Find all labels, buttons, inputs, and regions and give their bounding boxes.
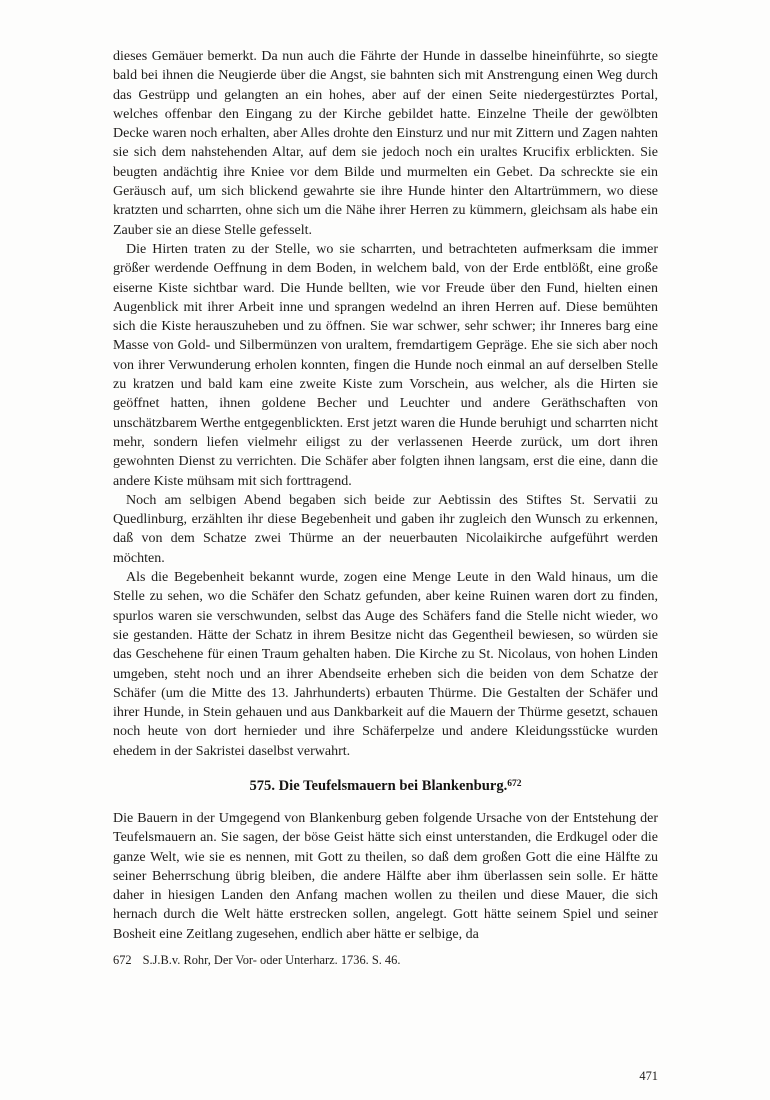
footnote-reference: 672 (507, 778, 522, 789)
paragraph: Noch am selbigen Abend begaben sich beide zur Aebtissin des Stiftes St. Servatii zu Quedlinburg, erzählten ihr diese Begebenheit und gaben ihr zugleich den Wunsch zu erkennen, daß von dem Schatze zwei Thürme an der neuerbauten Nicolaikirche aufgeführt werden möchten. (113, 492, 658, 566)
paragraph: Als die Begebenheit bekannt wurde, zogen eine Menge Leute in den Wald hinaus, um die Stelle zu sehen, wo die Schäfer den Schatz gefunden, aber keine Ruinen waren dort zu finden, spurlos waren sie verschwunden, selbst das Auge des Schäfers fand die Stelle nicht wieder, wo sie gestanden. Hätte der Schatz in ihrem Besitze nicht das Gegentheil bewiesen, so würden sie das Geschehene für einen Traum gehalten haben. Die Kirche zu St. Nicolaus, von hohen Linden umgeben, steht noch und an ihrer Abendseite erheben sich die beiden von dem Schatze der Schäfer (um die Mitte des 13. Jahrhunderts) erbauten Thürme. Die Gestalten der Schäfer und ihrer Hunde, in Stein gehauen und aus Dankbarkeit auf die Mauern der Thürme gesetzt, schauen noch heute von dort hernieder und ihre Schäferpelze und andere Kleidungsstücke wurden ehedem in der Sakristei daselbst verwahrt. (113, 570, 658, 759)
paragraph-continuation: dieses Gemäuer bemerkt. Da nun auch die Fährte der Hunde in dasselbe hineinführte, so siegte bald bei ihnen die Neugierde über die Angst, sie bahnten sich mit Anstrengung einen Weg durch das Gestrüpp und gelangten an ein hohes, aber auf der einen Seite niedergestürztes Portal, welches offenbar den Eingang zu der Kirche gebildet hatte. Einzelne Theile der gewölbten Decke waren noch erhalten, aber Alles drohte den Einsturz und nur mit Zittern und Zagen nahten sie sich dem nahstehenden Altar, auf dem sie jedoch noch ein uraltes Krucifix erblickten. Sie beugten andächtig ihre Kniee vor dem Bilde und murmelten ein Gebet. Da schreckte sie ein Geräusch auf, um sich blickend gewahrte sie ihre Hunde hinter den Altartrümmern, wo diese kratzten und scharrten, ohne sich um die Nähe ihrer Herren zu kümmern, gleichsam als habe ein Zauber sie an diese Stelle gefesselt. (113, 49, 658, 238)
footnote (113, 952, 658, 968)
paragraph: Die Hirten traten zu der Stelle, wo sie scharrten, und betrachteten aufmerksam die immer größer werdende Oeffnung in dem Boden, in welchem bald, von der Erde entblößt, eine große eiserne Kiste sichtbar ward. Die Hunde bellten, wie vor Freude über den Fund, hielten einen Augenblick mit ihrer Arbeit inne und sprangen wedelnd an ihren Herren auf. Diese bemühten sich die Kiste herauszuheben und zu öffnen. Sie war schwer, sehr schwer; ihr Inneres barg eine Masse von Gold- und Silbermünzen von uraltem, fremdartigem Gepräge. Ehe sie sich aber noch von ihrer Verwunderung erholen konnten, fingen die Hunde noch einmal an auf derselben Stelle zu kratzen und bald kam eine zweite Kiste zum Vorschein, aus welcher, als die Hirten sie geöffnet hatten, ihnen goldene Becher und Leuchter und andere Geräthschaften von unschätzbarem Werthe entgegenblickten. Erst jetzt waren die Hunde beruhigt und scharrten nicht mehr, sondern liefen vielmehr eiligst zu der verlassenen Heerde zurück, um dort ihren gewohnten Dienst zu verrichten. Die Schäfer aber folgten ihnen langsam, erst die eine, dann die andere Kiste mühsam mit sich forttragend. (113, 241, 658, 489)
footnote-marker: 672 (113, 953, 132, 968)
paragraph: Die Bauern in der Umgegend von Blankenburg geben folgende Ursache von der Entstehung der Teufelsmauern an. Sie sagen, der böse Geist hätte sich einst unterstanden, die Erdkugel oder die ganze Welt, wie sie es nennen, mit Gott zu theilen, so daß dem großen Gott die eine Hälfte zu seiner Beherrschung übrig bleiben, die andere Hälfte aber ihm überlassen sein solle. Er hätte daher in hiesigen Landen den Anfang machen wollen zu theilen und diese Mauer, die sich hernach durch die Welt hätte erstrecken sollen, angelegt. Gott hätte seinem Spiel und seiner Bosheit eine Zeitlang zugesehen, endlich aber hätte er selbige, da (113, 810, 658, 942)
section-heading (113, 777, 658, 796)
page-number: 471 (639, 1069, 658, 1083)
footnote-text: S.J.B.v. Rohr, Der Vor- oder Unterharz. 1736. S. 46. (142, 953, 401, 968)
section-heading-title: 575. Die Teufelsmauern bei Blankenburg. (249, 777, 508, 794)
